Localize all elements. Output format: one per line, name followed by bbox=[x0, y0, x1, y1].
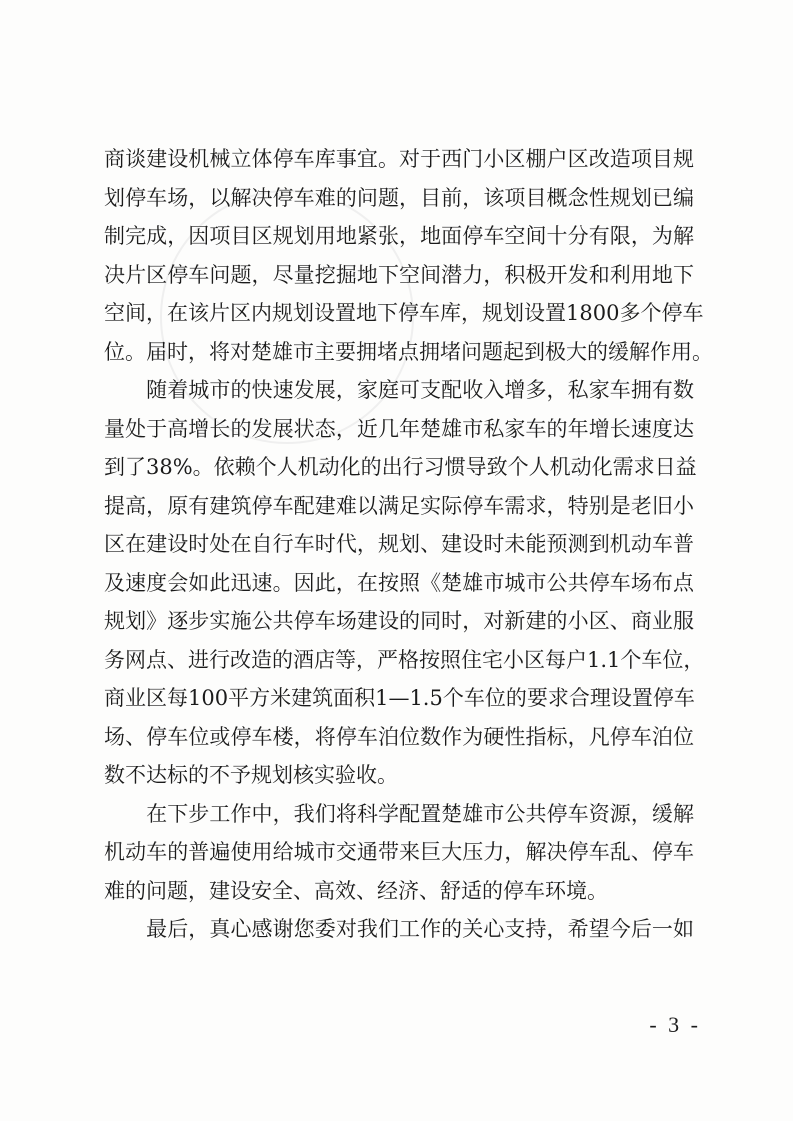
text-line: 难的问题，建设安全、高效、经济、舒适的停车环境。 bbox=[104, 878, 608, 903]
text-line: 随着城市的快速发展，家庭可支配收入增多，私家车拥有数 bbox=[104, 378, 694, 402]
text-line: 位。届时，将对楚雄市主要拥堵点拥堵问题起到极大的缓解作用。 bbox=[104, 339, 713, 364]
text-line: 到了38%。依赖个人机动化的出行习惯导致个人机动化需求日益 bbox=[104, 455, 697, 479]
text-line: 商谈建设机械立体停车库事宜。对于西门小区棚户区改造项目规 bbox=[104, 147, 694, 171]
text-line: 在下步工作中，我们将科学配置楚雄市公共停车资源，缓解 bbox=[104, 801, 694, 826]
text-line: 空间，在该片区内规划设置地下停车库，规划设置1800多个停车 bbox=[104, 301, 704, 325]
text-line: 最后，真心感谢您委对我们工作的关心支持，希望今后一如 bbox=[104, 917, 694, 941]
text-line: 机动车的普遍使用给城市交通带来巨大压力，解决停车乱、停车 bbox=[104, 840, 694, 864]
page-number: - 3 - bbox=[649, 1012, 701, 1037]
text-line: 及速度会如此迅速。因此，在按照《楚雄市城市公共停车场布点 bbox=[104, 570, 694, 595]
text-line: 提高，原有建筑停车配建难以满足实际停车需求，特别是老旧小 bbox=[104, 493, 694, 518]
text-line: 划停车场，以解决停车难的问题，目前，该项目概念性规划已编 bbox=[104, 185, 694, 210]
text-line: 区在建设时处在自行车时代，规划、建设时未能预测到机动车普 bbox=[104, 532, 694, 556]
text-line: 规划》逐步实施公共停车场建设的同时，对新建的小区、商业服 bbox=[104, 609, 694, 633]
text-line: 数不达标的不予规划核实验收。 bbox=[104, 763, 398, 787]
text-line: 商业区每100平方米建筑面积1—1.5个车位的要求合理设置停车 bbox=[104, 686, 695, 710]
body-text bbox=[104, 140, 713, 949]
text-line: 务网点、进行改造的酒店等，严格按照住宅小区每户1.1个车位， bbox=[104, 647, 705, 672]
text-line: 制完成，因项目区规划用地紧张，地面停车空间十分有限，为解 bbox=[104, 224, 694, 248]
text-line: 决片区停车问题，尽量挖掘地下空间潜力，积极开发和利用地下 bbox=[104, 262, 694, 287]
text-line: 场、停车位或停车楼，将停车泊位数作为硬性指标，凡停车泊位 bbox=[104, 724, 694, 749]
text-line: 量处于高增长的发展状态，近几年楚雄市私家车的年增长速度达 bbox=[104, 416, 694, 441]
